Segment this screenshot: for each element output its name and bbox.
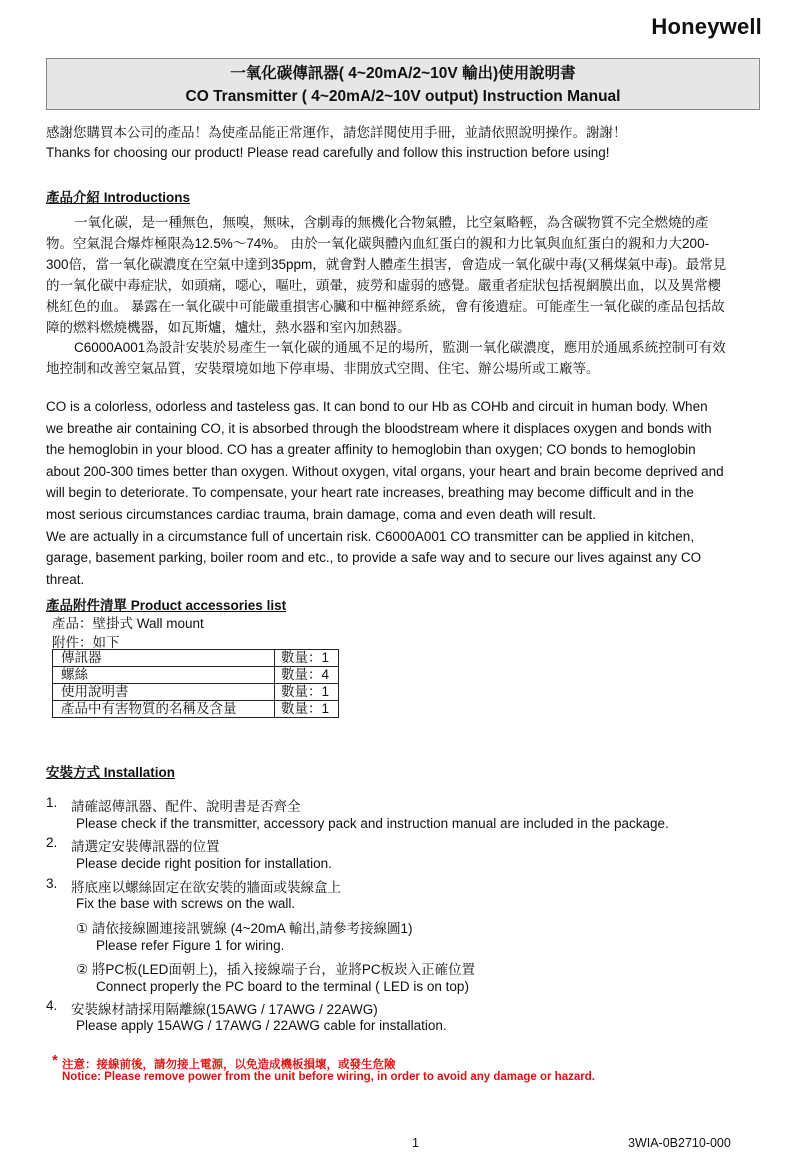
step-2-zh: 請選定安裝傳訊器的位置: [71, 839, 220, 854]
intro-zh-line: 障的燃料燃燒機器，如瓦斯爐，爐灶，熱水器和室內加熱器。: [46, 319, 411, 335]
accessory-name: 使用說明書: [53, 684, 275, 701]
introductions-en: [46, 396, 768, 590]
step-number: 2.: [46, 835, 58, 850]
accessory-name: 產品中有害物質的名稱及含量: [53, 701, 275, 718]
intro-zh-line: 桃紅色的血。 暴露在一氧化碳中可能嚴重損害心臟和中樞神經系統，會有後遺症。可能產生一氧化碳的產品包括故: [46, 298, 725, 314]
step-number: 1.: [46, 795, 58, 810]
intro-zh-line: 物。空氣混合爆炸極限為12.5%～74%。 由於一氧化碳與體內血紅蛋白的親和力比氧與血紅蛋白的親和力大200-: [46, 235, 710, 251]
step-4-zh: 安裝線材請採用隔離線(15AWG / 17AWG / 22AWG): [71, 1002, 378, 1017]
title-en: CO Transmitter ( 4~20mA/2~10V output) Instruction Manual: [185, 88, 621, 105]
brand-logo: Honeywell: [651, 14, 762, 39]
intro-en-line: most serious circumstances cardiac trauma, brain damage, coma and even death will result.: [46, 506, 596, 522]
intro-en-line: the hemoglobin in your blood. CO has a greater affinity to hemoglobin than oxygen; CO bonds to hemoglobin: [46, 442, 696, 458]
page-number: 1: [412, 1136, 419, 1150]
step-3-sub2-zh: ② 將PC板(LED面朝上)，插入接線端子台，並將PC板崁入正確位置: [76, 962, 476, 977]
thanks-zh: 感謝您購買本公司的產品！為使產品能正常運作，請您詳閱使用手冊，並請依照說明操作。謝謝！: [46, 125, 627, 140]
intro-zh-line: C6000A001為設計安裝於易產生一氧化碳的通風不足的場所，監測一氧化碳濃度，應用於通風系統控制可有效: [74, 340, 726, 356]
table-row: [53, 684, 339, 701]
intro-en-line: will begin to deteriorate. To compensate, your heart rate increases, breathing may become difficult and in the: [46, 485, 694, 501]
accessory-qty: 數量：4: [275, 667, 339, 684]
step-1-zh: 請確認傳訊器、配件、說明書是否齊全: [71, 799, 301, 814]
table-row: [53, 701, 339, 718]
installation-heading: 安裝方式 Installation: [46, 765, 176, 780]
step-3-sub1-zh: ① 請依接線圖連接訊號線 (4~20mA 輸出,請參考接線圖1): [76, 921, 413, 936]
accessory-qty: 數量：1: [275, 650, 339, 667]
step-1-en: Please check if the transmitter, accessory pack and instruction manual are included in the package.: [76, 816, 669, 831]
intro-en-line: CO is a colorless, odorless and tasteless gas. It can bond to our Hb as COHb and circuit in human body. When: [46, 399, 708, 414]
intro-en-line: We are actually in a circumstance full of uncertain risk. C6000A001 CO transmitter can be applied in kitchen,: [46, 528, 695, 544]
step-number: 3.: [46, 876, 58, 891]
table-row: [53, 650, 339, 667]
accessories-heading: 產品附件清單 Product accessories list: [46, 598, 287, 613]
intro-en-line: threat.: [46, 571, 85, 587]
notice-star: *: [52, 1052, 58, 1069]
document-title: [46, 58, 760, 110]
accessory-name: 螺絲: [53, 667, 275, 684]
intro-en-line: garage, basement parking, boiler room and etc., to provide a safe way and to secure our lives against any CO: [46, 550, 702, 566]
intro-zh-line: 的一氧化碳中毒症狀，如頭痛，噁心，嘔吐，頭暈，疲勞和虛弱的感覺。嚴重者症狀包括視網膜出血，以及異常櫻: [46, 277, 721, 293]
step-number: 4.: [46, 998, 58, 1013]
step-3-sub2-en: Connect properly the PC board to the terminal ( LED is on top): [96, 979, 469, 994]
step-3-sub1-en: Please refer Figure 1 for wiring.: [96, 938, 285, 953]
intro-zh-line: 一氧化碳，是一種無色，無嗅，無味，含劇毒的無機化合物氣體，比空氣略輕，為含碳物質不完全燃燒的產: [74, 215, 709, 230]
notice-en: Notice: Please remove power from the unit before wiring, in order to avoid any damage or hazard.: [62, 1071, 595, 1083]
accessory-qty: 數量：1: [275, 701, 339, 718]
accessory-name: 傳訊器: [53, 650, 275, 667]
introductions-zh: [46, 213, 768, 380]
thanks-en: Thanks for choosing our product! Please read carefully and follow this instruction before using!: [46, 145, 610, 160]
table-row: [53, 667, 339, 684]
intro-zh-line: 300倍，當一氧化碳濃度在空氣中達到35ppm，就會對人體產生損害，會造成一氧化碳中毒(又稱煤氣中毒)。最常見: [46, 256, 727, 272]
step-4-en: Please apply 15AWG / 17AWG / 22AWG cable for installation.: [76, 1018, 447, 1033]
step-2-en: Please decide right position for installation.: [76, 856, 332, 871]
accessories-attachments: 附件：如下: [52, 635, 120, 650]
intro-zh-line: 地控制和改善空氣品質，安裝環境如地下停車場、非開放式空間、住宅、辦公場所或工廠等。: [46, 361, 600, 377]
document-id: 3WIA-0B2710-000: [628, 1136, 731, 1150]
accessory-qty: 數量：1: [275, 684, 339, 701]
step-3-en: Fix the base with screws on the wall.: [76, 896, 296, 911]
intro-en-line: about 200-300 times better than oxygen. Without oxygen, vital organs, your heart and brain become deprived and: [46, 463, 724, 479]
notice-zh: 注意：接線前後，請勿接上電源，以免造成機板損壞，或發生危險: [62, 1059, 396, 1071]
title-zh: 一氧化碳傳訊器( 4~20mA/2~10V 輸出)使用說明書: [230, 65, 576, 82]
introductions-heading: 產品介紹 Introductions: [46, 190, 190, 205]
step-3-zh: 將底座以螺絲固定在欲安裝的牆面或裝線盒上: [71, 880, 341, 895]
accessories-product: 產品：壁掛式 Wall mount: [52, 616, 204, 631]
intro-en-line: we breathe air containing CO, it is absorbed through the bloodstream where it displaces oxygen and bonds with: [46, 420, 712, 436]
accessories-table: [52, 649, 339, 718]
